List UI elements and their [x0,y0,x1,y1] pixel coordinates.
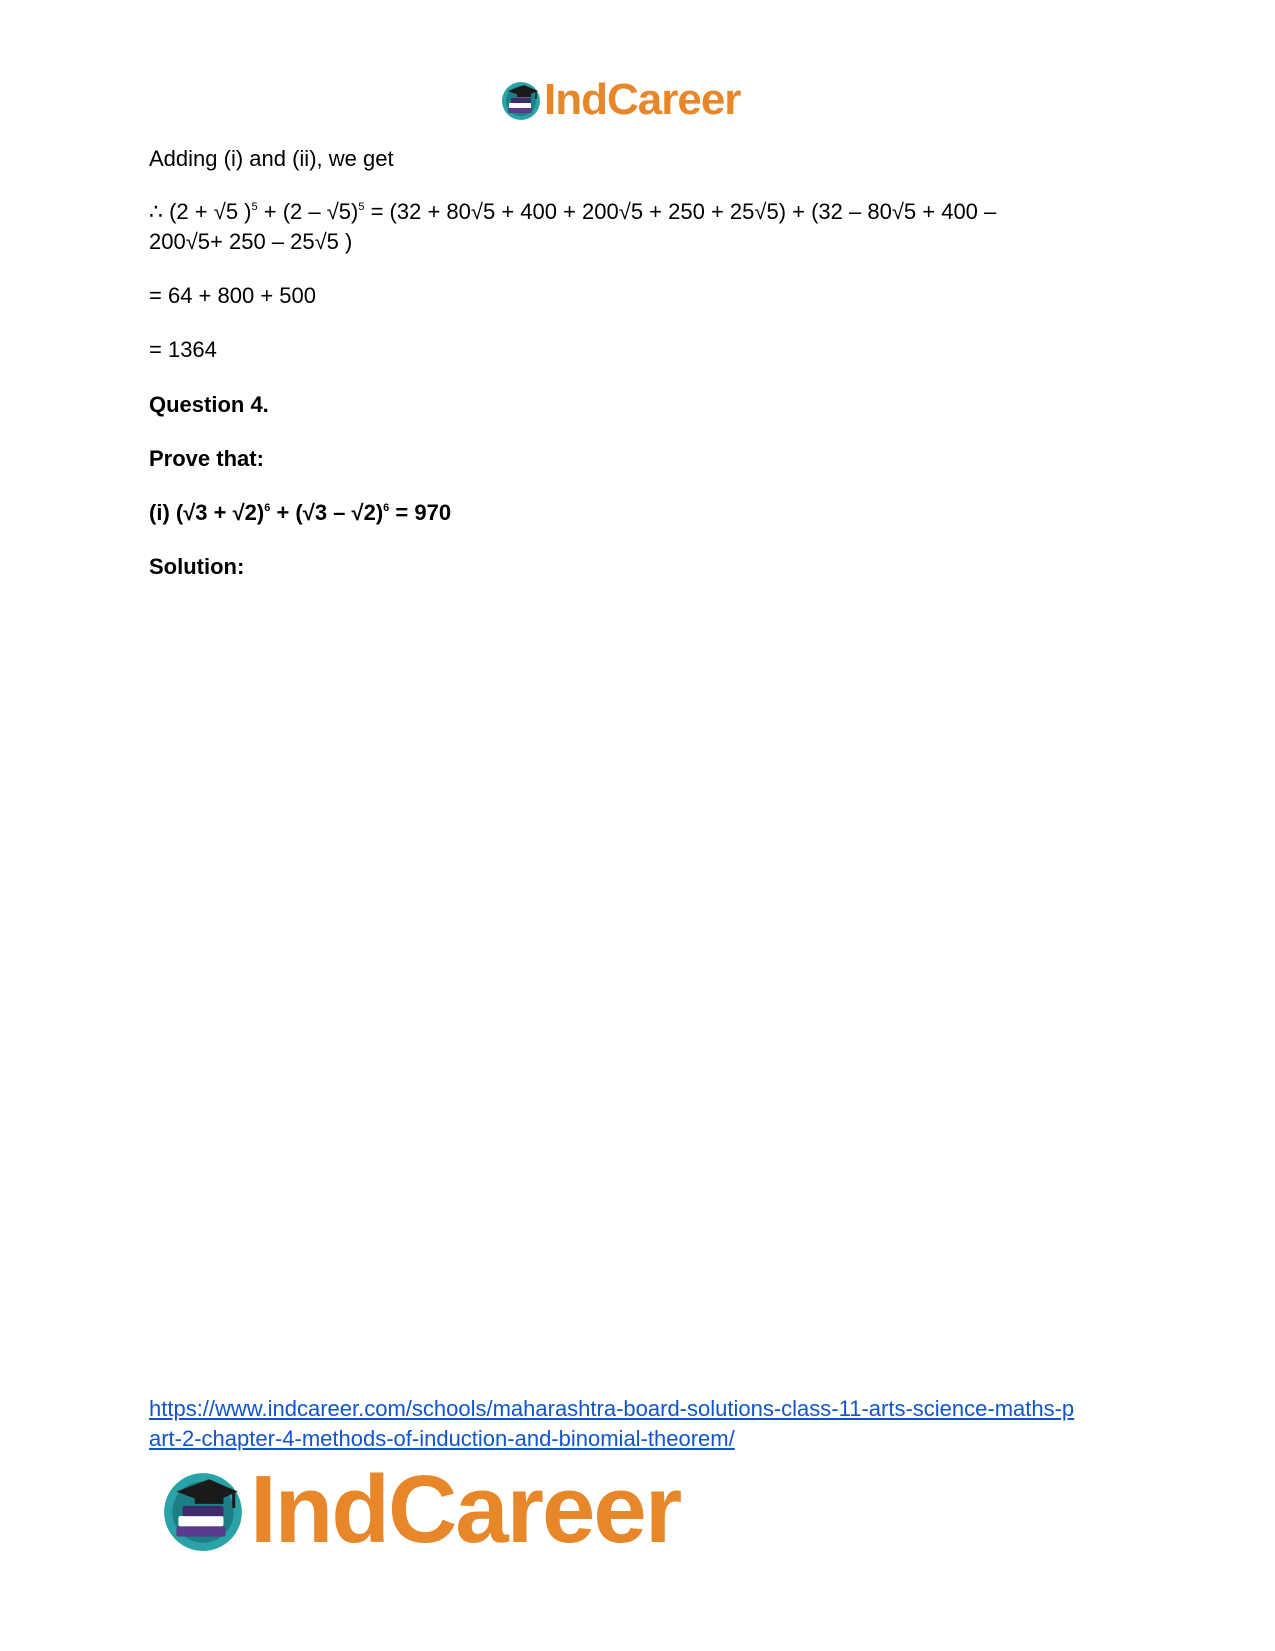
brand-name: IndCareer [544,75,741,124]
equation-expansion-line1 [149,197,996,227]
equation-expansion-line2: 200√5+ 250 – 25√5 ) [149,229,353,254]
eq-exponent: 5 [251,201,258,213]
equation-sum: = 64 + 800 + 500 [149,283,316,308]
graduation-books-icon [160,1467,246,1553]
footer-logo [160,1456,681,1563]
header-logo [500,75,741,124]
graduation-books-icon [500,79,542,121]
part-i-exponent: 6 [264,502,271,514]
question-part-i [149,498,451,528]
part-i-exponent: 6 [383,502,390,514]
solution-label: Solution: [149,554,245,579]
url-line-1: https://www.indcareer.com/schools/maharashtra-board-solutions-class-11-arts-science-maths-p [149,1396,1075,1421]
eq-exponent: 5 [358,201,365,213]
equation-result: = 1364 [149,337,217,362]
adding-line: Adding (i) and (ii), we get [149,146,394,171]
source-url-link[interactable] [149,1394,1139,1454]
part-i-c: = 970 [389,500,452,525]
url-line-2: art-2-chapter-4-methods-of-induction-and-binomial-theorem/ [149,1426,735,1451]
eq-rest: = (32 + 80√5 + 400 + 200√5 + 250 + 25√5) + (32 – 80√5 + 400 – [364,199,997,224]
eq-prefix: ∴ (2 + √5 ) [149,199,252,224]
question-heading: Question 4. [149,392,269,417]
part-i-a: (i) (√3 + √2) [149,500,265,525]
brand-name: IndCareer [250,1456,681,1563]
eq-mid: + (2 – √5) [257,199,359,224]
part-i-b: + (√3 – √2) [270,500,384,525]
prove-that-label: Prove that: [149,446,264,471]
